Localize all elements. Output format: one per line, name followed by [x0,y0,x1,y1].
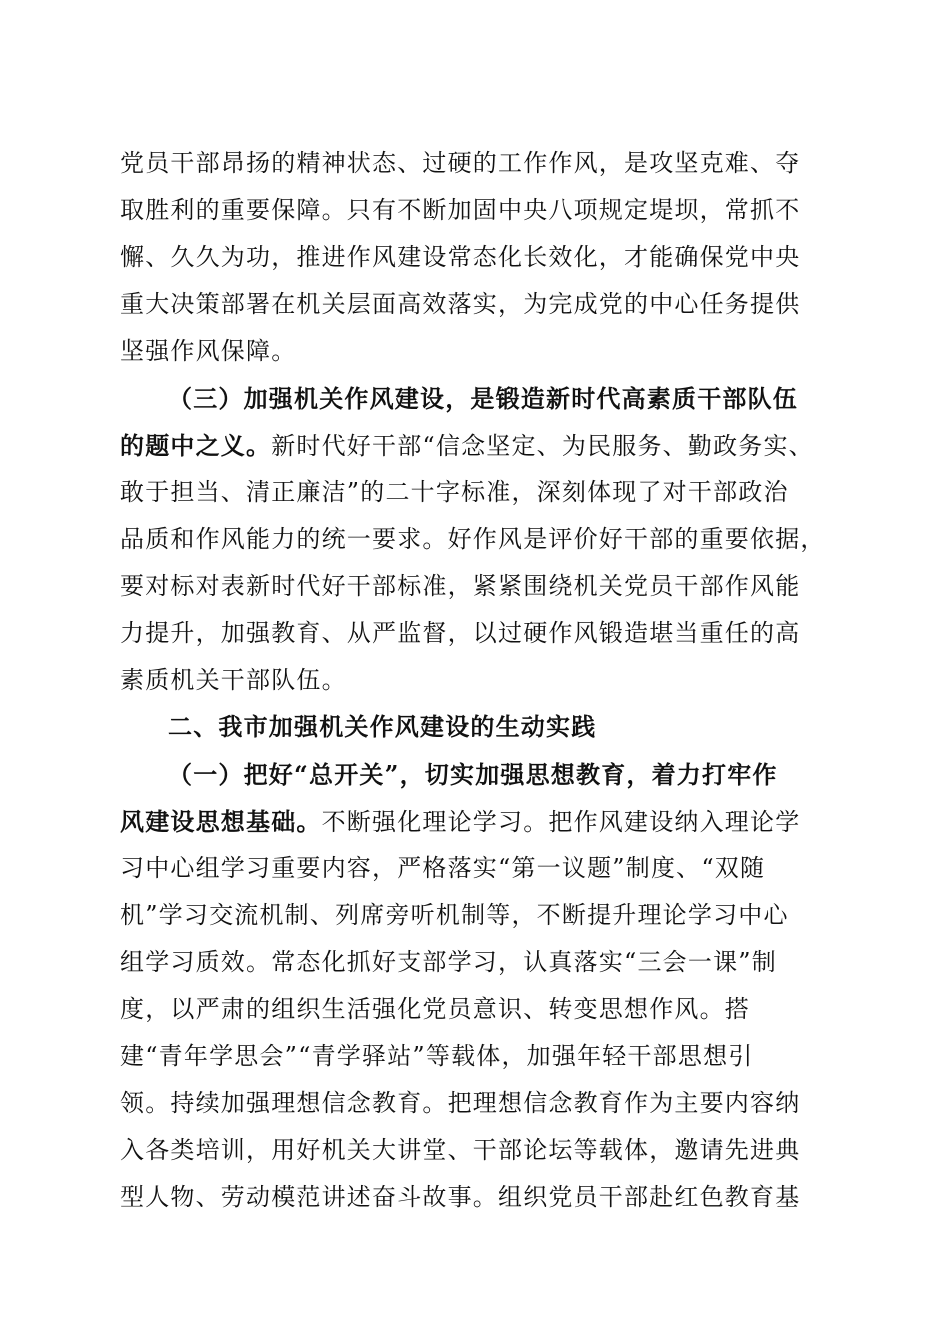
subsection-1-line-2 [120,798,830,845]
body-line-2: 取胜利的重要保障。只有不断加固中央八项规定堤坝，常抓不 [120,196,801,224]
section-3-heading-line [120,375,830,422]
section-3-line-2 [120,422,830,469]
body-line-11: 力提升，加强教育、从严监督，以过硬作风锻造堪当重任的高 [120,619,801,647]
subsection-1-rest-cont: 不断强化理论学习。把作风建设纳入理论学 [321,808,801,836]
section-3-lead: （三）加强机关作风建设，是锻造新时代高素质干部队伍 [168,384,798,413]
body-line-17: 机”学习交流机制、列席旁听机制等，不断提升理论学习中心 [120,901,789,929]
body-line-19: 度，以严肃的组织生活强化党员意识、转变思想作风。搭 [120,995,750,1023]
body-line-18: 组学习质效。常态化抓好支部学习，认真落实“三会一课”制 [120,948,777,976]
body-line-12: 素质机关干部队伍。 [120,666,347,694]
section-3-rest-cont: 新时代好干部“信念坚定、为民服务、勤政务实、 [271,432,814,460]
body-line-22: 入各类培训，用好机关大讲堂、干部论坛等载体，邀请先进典 [120,1136,801,1164]
body-line-5: 坚强作风保障。 [120,337,297,365]
subsection-1-heading-line [120,751,830,798]
document-body [120,140,830,1221]
body-line-10: 要对标对表新时代好干部标准，紧紧围绕机关党员干部作风能 [120,572,801,600]
body-line-16: 习中心组学习重要内容，严格落实“第一议题”制度、“双随 [120,854,766,882]
body-line-1: 党员干部昂扬的精神状态、过硬的工作作风，是攻坚克难、夺 [120,149,801,177]
subsection-1-lead: （一）把好“总开关”，切实加强思想教育，着力打牢作 [168,760,778,789]
body-line-4: 重大决策部署在机关层面高效落实，为完成党的中心任务提供 [120,290,801,318]
body-line-21: 领。持续加强理想信念教育。把理想信念教育作为主要内容纳 [120,1089,801,1117]
body-line-9: 品质和作风能力的统一要求。好作风是评价好干部的重要依据， [120,525,826,553]
body-line-23: 型人物、劳动模范讲述奋斗故事。组织党员干部赴红色教育基 [120,1183,801,1211]
section-heading-2: 二、我市加强机关作风建设的生动实践 [168,713,597,741]
body-line-20: 建“青年学思会”“青学驿站”等载体，加强年轻干部思想引 [120,1042,754,1070]
body-line-3: 懈、久久为功，推进作风建设常态化长效化，才能确保党中央 [120,243,801,271]
section-3-lead-cont: 的题中之义。 [120,431,272,460]
subsection-1-lead-cont: 风建设思想基础。 [120,807,322,836]
body-line-8: 敢于担当、清正廉洁”的二十字标准，深刻体现了对干部政治 [120,478,789,506]
